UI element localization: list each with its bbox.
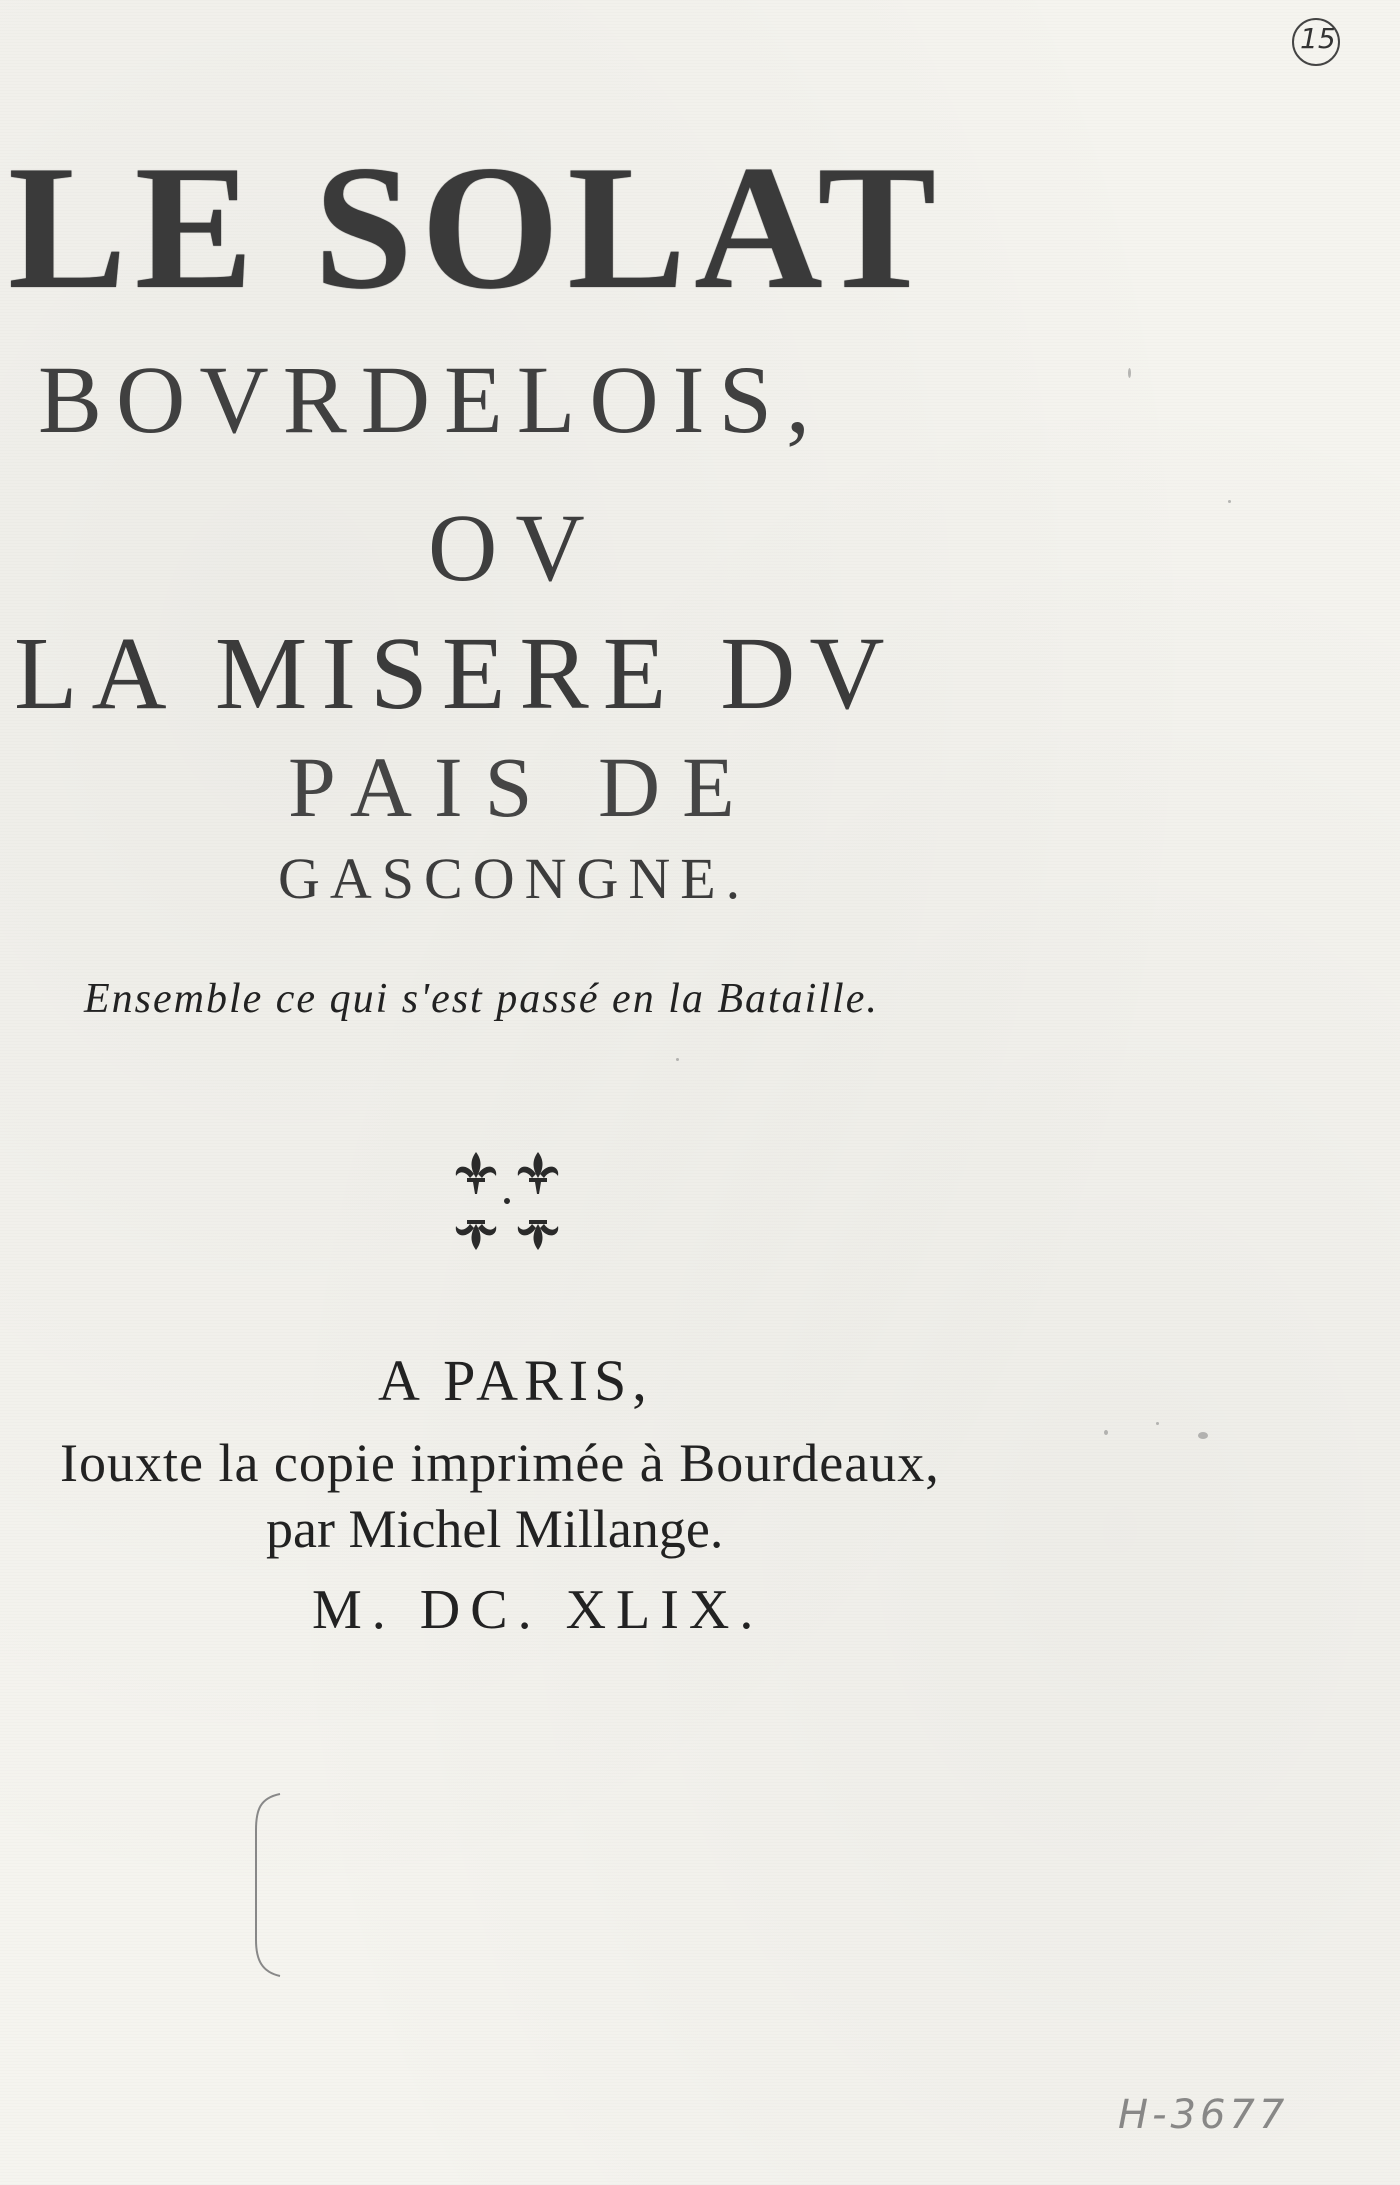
paper-speck [1156, 1422, 1159, 1425]
paper-speck [676, 1058, 679, 1061]
margin-bracket-mark [246, 1790, 286, 1980]
paper-speck [1198, 1432, 1208, 1439]
imprint-line-2: Iouxte la copie imprimée à Bourdeaux, [60, 1433, 940, 1493]
folio-number: 15 [1300, 22, 1336, 55]
paper-speck [1128, 368, 1131, 378]
title-line-3: OV [428, 494, 603, 601]
shelfmark: H-3677 [1118, 2092, 1289, 2138]
paper-speck [1104, 1430, 1108, 1435]
fleur-de-lis-ornament [446, 1148, 570, 1254]
imprint-date: M. DC. XLIX. [312, 1579, 764, 1641]
title-line-1: LE SOLAT [8, 128, 945, 326]
title-line-4: LA MISERE DV [14, 616, 899, 731]
paper-speck [1228, 500, 1231, 503]
imprint-place: A PARIS, [378, 1348, 653, 1413]
subtitle: Ensemble ce qui s'est passé en la Bataille. [84, 976, 879, 1022]
title-line-5: PAIS DE [288, 739, 757, 835]
title-line-2: BOVRDELOIS, [38, 346, 825, 453]
imprint-line-3: par Michel Millange. [266, 1499, 724, 1559]
title-line-6: GASCONGNE. [278, 846, 751, 911]
